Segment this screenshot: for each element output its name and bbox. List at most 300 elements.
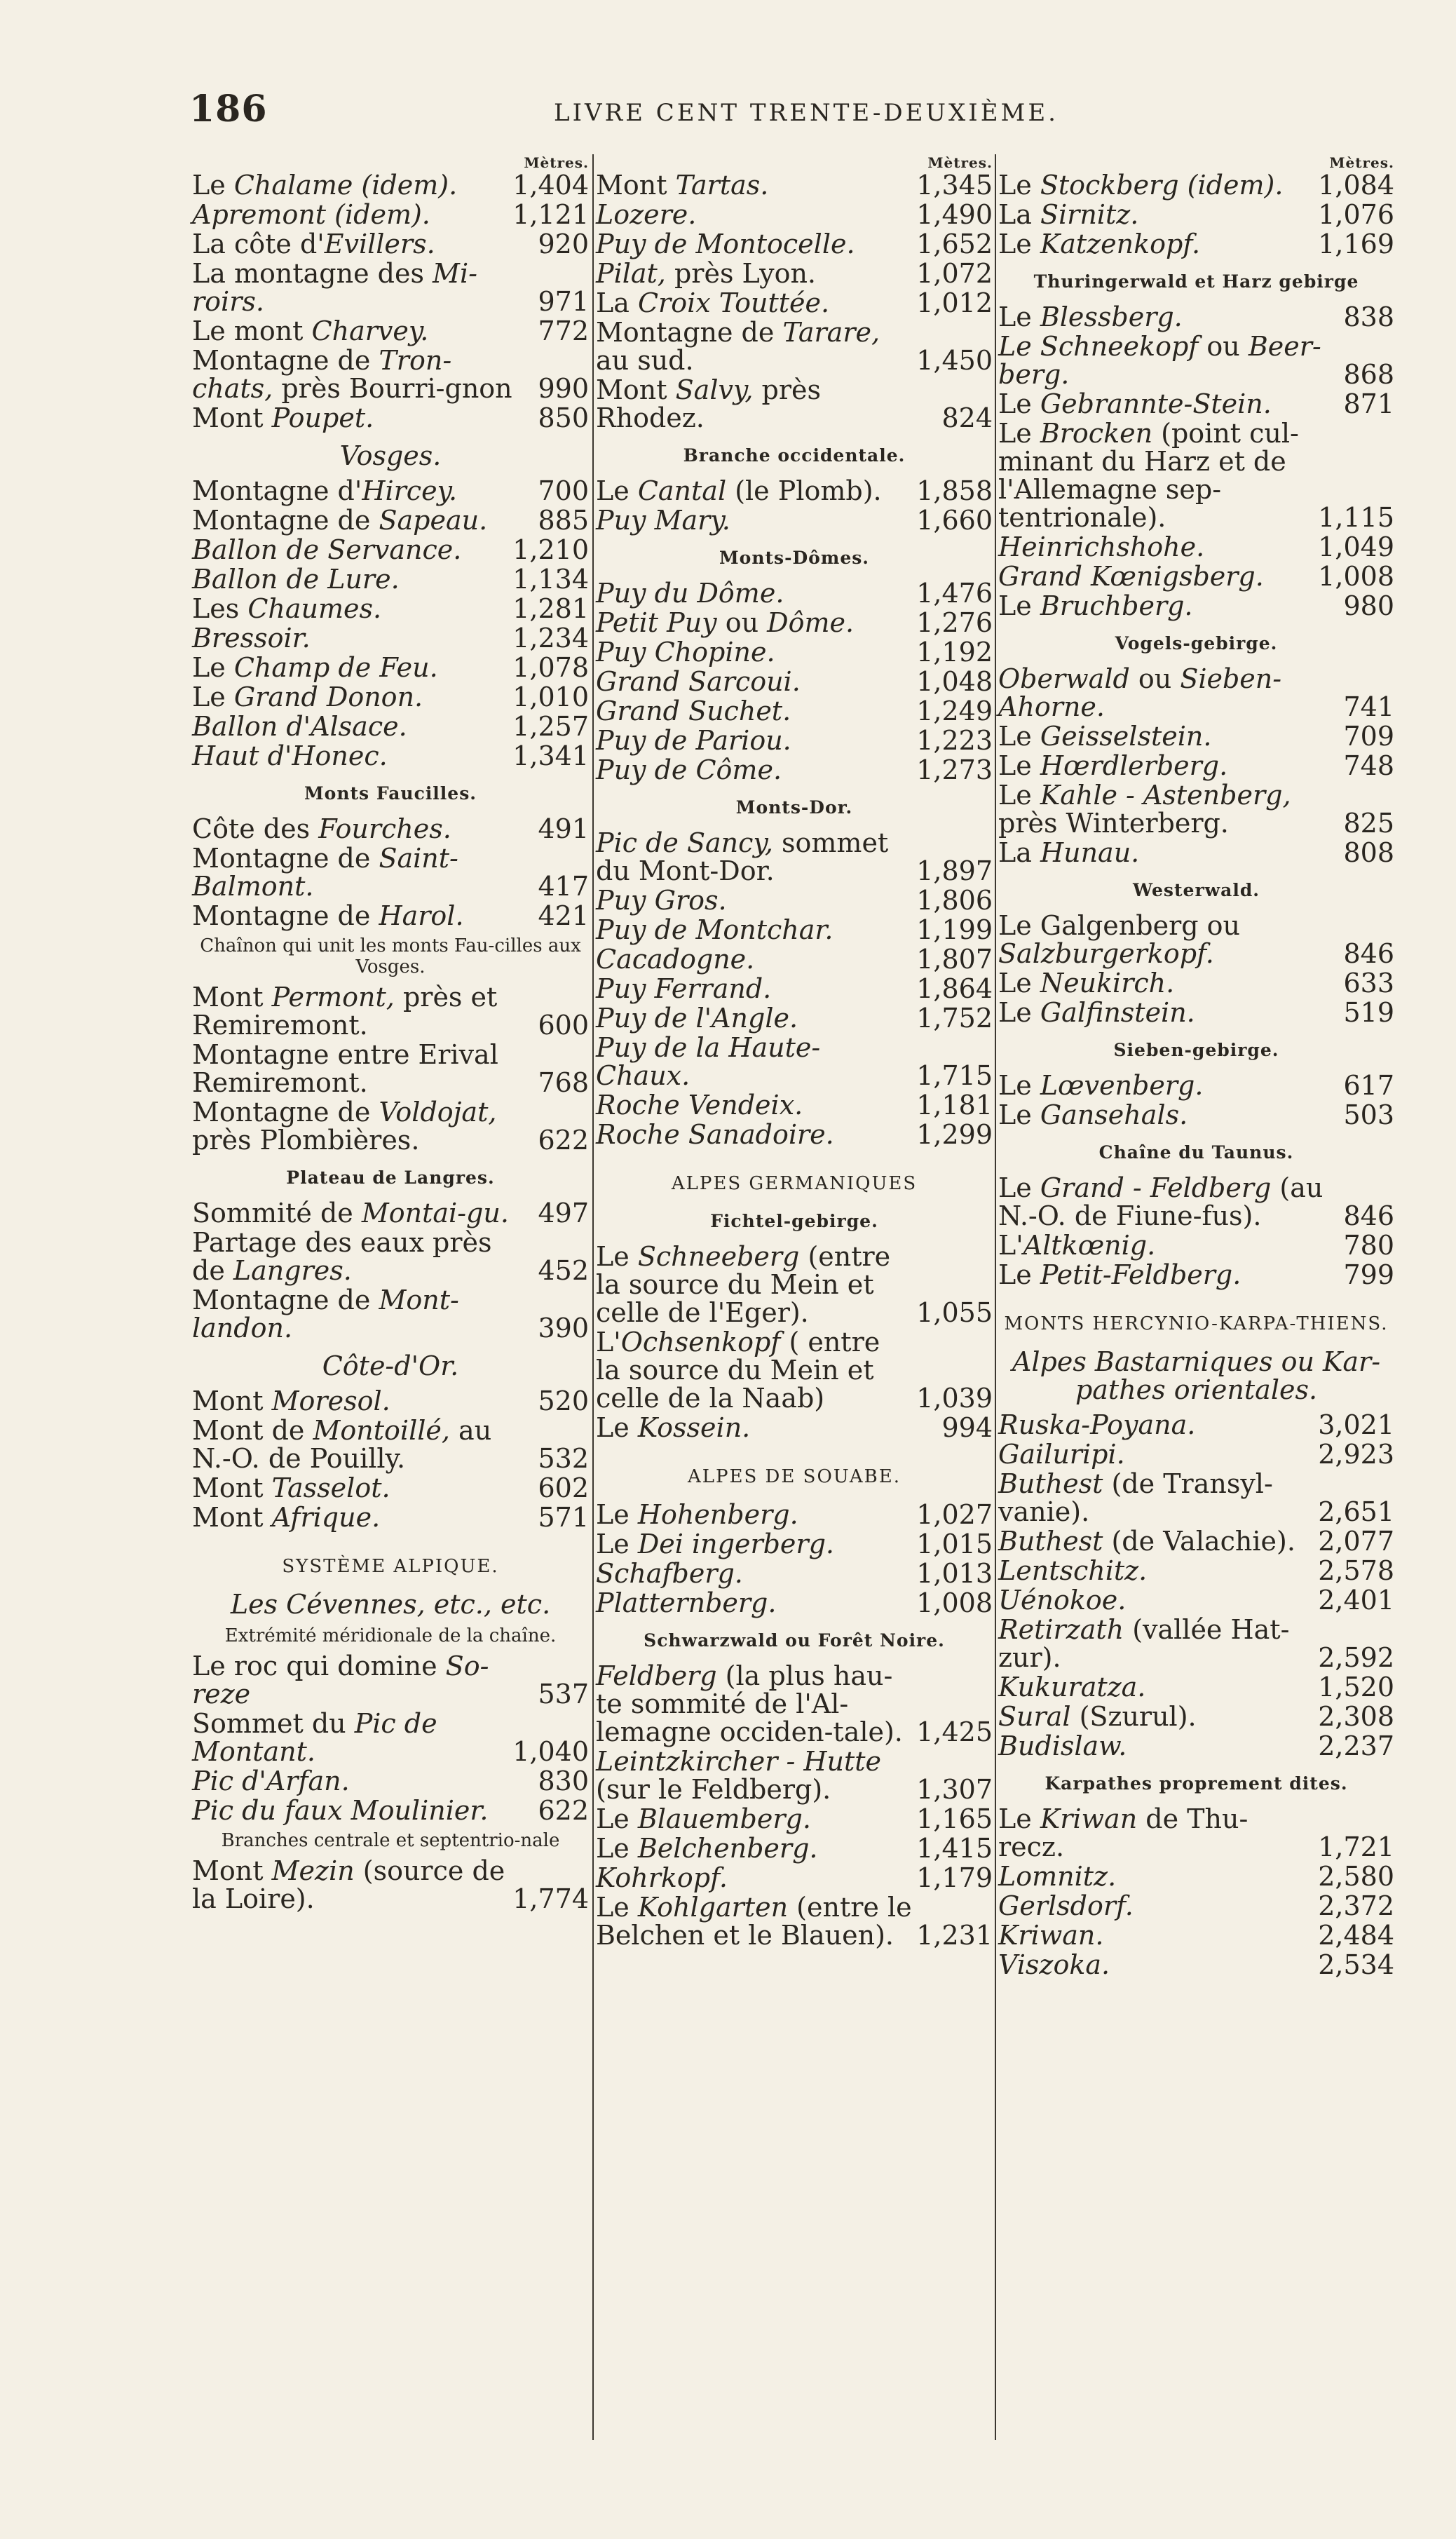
table-row xyxy=(596,318,993,374)
name-prefix: Le xyxy=(998,1099,1040,1130)
table-row xyxy=(998,171,1394,199)
name-prefix: La montagne des xyxy=(192,258,433,289)
name-italic: Retirzath xyxy=(998,1614,1124,1645)
height-value: 1,223 xyxy=(916,725,993,756)
mountain-name xyxy=(596,1034,912,1090)
name-prefix: Le xyxy=(998,418,1040,449)
section-subheading: Vogels-gebirge. xyxy=(1115,633,1278,654)
name-italic: Permont, xyxy=(271,982,395,1013)
name-italic: Fourches. xyxy=(318,813,451,844)
table-row xyxy=(596,726,993,754)
name-italic: Leintzkircher - Hutte xyxy=(596,1746,882,1777)
name-italic: Tarare, xyxy=(782,317,880,348)
name-italic: Heinrichshohe. xyxy=(998,532,1205,562)
name-suffix: près Plombières. xyxy=(192,1125,420,1156)
height-value: 1,027 xyxy=(916,1499,993,1530)
mountain-name xyxy=(998,1470,1314,1526)
name-italic: Tron-chats, xyxy=(192,345,452,404)
name-prefix: Le xyxy=(596,475,638,506)
height-value: 503 xyxy=(1343,1099,1394,1130)
table-row xyxy=(596,1747,993,1803)
table-row xyxy=(596,1864,993,1892)
mountain-name xyxy=(998,665,1324,721)
name-italic: Salvy, xyxy=(675,374,754,405)
name-italic: Galfinstein. xyxy=(1040,997,1195,1028)
height-value: 1,181 xyxy=(916,1090,993,1120)
table-row xyxy=(596,886,993,914)
mountain-name xyxy=(596,1328,912,1412)
table-row xyxy=(596,697,993,725)
name-italic: Langres. xyxy=(233,1255,352,1286)
height-value: 1,010 xyxy=(512,682,589,712)
name-italic: Mont-landon. xyxy=(192,1285,459,1343)
table-row xyxy=(998,781,1394,837)
height-value: 830 xyxy=(538,1766,589,1796)
name-suffix: près Bourri-gnon xyxy=(273,373,512,404)
mountain-name xyxy=(596,1120,912,1149)
table-row xyxy=(998,1862,1394,1890)
name-italic: Feldberg xyxy=(596,1660,717,1691)
name-italic: Kohrkopf. xyxy=(596,1862,728,1893)
section-note: Branches centrale et septentrio-nale xyxy=(221,1830,560,1851)
name-italic: Croix Touttée. xyxy=(637,287,830,318)
mountain-name xyxy=(998,171,1314,199)
name-prefix: Le xyxy=(998,1070,1040,1101)
name-prefix: Le xyxy=(998,229,1040,259)
name-italic: Roche Sanadoire. xyxy=(596,1119,834,1150)
section-subheading: Fichtel-gebirge. xyxy=(710,1211,878,1231)
height-value: 537 xyxy=(538,1679,589,1709)
table-row xyxy=(998,1732,1394,1760)
table-row xyxy=(596,975,993,1003)
mountain-name xyxy=(596,201,912,229)
mountain-name xyxy=(596,1834,912,1862)
mountain-name xyxy=(192,1228,518,1285)
table-row xyxy=(596,916,993,944)
name-italic: Puy Mary. xyxy=(596,505,730,536)
mountain-name xyxy=(192,742,508,770)
name-italic: Lentschitz. xyxy=(998,1555,1148,1586)
height-value: 1,192 xyxy=(916,637,993,668)
table-row xyxy=(192,230,589,258)
height-value: 1,012 xyxy=(916,287,993,318)
name-italic: Petit Puy xyxy=(596,607,717,638)
name-prefix: Montagne de xyxy=(192,843,379,874)
name-italic: Buthest xyxy=(998,1526,1103,1557)
name-suffix: près et Remiremont. xyxy=(192,982,498,1041)
page-number: 186 xyxy=(189,88,268,130)
table-row xyxy=(998,1557,1394,1585)
height-value: 1,276 xyxy=(916,607,993,638)
name-prefix: Mont xyxy=(192,402,272,433)
name-italic: Hohenberg. xyxy=(637,1499,798,1530)
height-value: 2,578 xyxy=(1318,1555,1394,1586)
section-note: Chaînon qui unit les monts Fau-cilles aux Vosges. xyxy=(200,935,581,977)
name-italic: Stockberg (idem). xyxy=(1040,170,1284,201)
mountain-name xyxy=(998,592,1324,620)
name-prefix: Le xyxy=(998,1172,1040,1203)
name-prefix: Le xyxy=(998,721,1040,752)
table-row xyxy=(192,1199,589,1227)
name-suffix: (Szurul). xyxy=(1070,1701,1197,1732)
height-value: 390 xyxy=(538,1313,589,1343)
table-row xyxy=(998,1673,1394,1701)
height-value: 990 xyxy=(538,373,589,404)
height-value: 920 xyxy=(538,229,589,259)
mountain-name xyxy=(596,829,912,885)
height-value: 772 xyxy=(538,316,589,346)
table-row xyxy=(192,259,589,316)
height-value: 1,307 xyxy=(916,1774,993,1805)
name-italic: Grand Kœnigsberg. xyxy=(998,561,1264,592)
height-value: 633 xyxy=(1343,968,1394,998)
name-italic: Blessberg. xyxy=(1040,302,1183,332)
name-prefix: Mont de xyxy=(192,1415,313,1446)
height-value: 1,234 xyxy=(512,623,589,654)
table-row xyxy=(998,1411,1394,1439)
section-subheading: Monts-Dor. xyxy=(735,797,853,818)
table-row xyxy=(192,1767,589,1795)
name-italic: Moresol. xyxy=(271,1386,390,1416)
name-prefix: Montagne de xyxy=(596,317,783,348)
name-italic: Hœrdlerberg. xyxy=(1040,750,1228,781)
table-row xyxy=(596,1501,993,1529)
name-italic: Platternberg. xyxy=(596,1587,777,1618)
mountain-name xyxy=(192,1652,518,1708)
mountain-name xyxy=(596,1414,922,1442)
name-italic: Mi-roirs. xyxy=(192,258,477,317)
mountain-name xyxy=(192,1767,518,1795)
height-value: 1,281 xyxy=(512,593,589,624)
name-prefix: Le xyxy=(192,170,234,201)
section-heading: ALPES GERMANIQUES xyxy=(671,1173,918,1194)
name-italic: Brocken xyxy=(1040,418,1153,449)
name-italic: Pic de Montant. xyxy=(192,1708,437,1767)
mountain-name xyxy=(192,404,518,432)
section-subheading: Alpes Bastarniques ou Kar-pathes orientales. xyxy=(1012,1346,1381,1405)
name-prefix: Le xyxy=(596,1529,638,1559)
name-prefix: Côte des xyxy=(192,813,319,844)
table-row xyxy=(192,201,589,229)
name-prefix: Le xyxy=(998,968,1040,998)
name-italic: Pic d'Arfan. xyxy=(192,1766,350,1796)
mountain-name xyxy=(596,579,912,607)
height-value: 971 xyxy=(538,286,589,317)
table-row xyxy=(192,1709,589,1766)
name-suffix: (le Plomb). xyxy=(726,475,882,506)
table-row xyxy=(596,1120,993,1149)
table-row xyxy=(192,683,589,711)
name-italic: Grand - Feldberg xyxy=(1040,1172,1272,1203)
name-prefix: Mont xyxy=(596,374,676,405)
height-value: 1,774 xyxy=(512,1883,589,1914)
height-value: 741 xyxy=(1343,691,1394,722)
table-row xyxy=(998,1470,1394,1526)
table-row xyxy=(192,317,589,345)
name-italic: Chaumes. xyxy=(247,593,382,624)
mountain-name xyxy=(998,332,1324,388)
table-row xyxy=(998,419,1394,532)
table-row xyxy=(192,1416,589,1472)
height-value: 1,806 xyxy=(916,885,993,916)
mountain-name xyxy=(192,506,518,534)
section-subheading: Vosges. xyxy=(339,440,442,471)
name-prefix: Le Galgenberg ou xyxy=(998,910,1240,941)
table-row xyxy=(596,1414,993,1442)
table-row xyxy=(192,565,589,593)
height-value: 1,121 xyxy=(512,199,589,230)
height-value: 1,807 xyxy=(916,944,993,975)
mountain-name xyxy=(192,1387,518,1415)
name-suffix: ou xyxy=(1198,331,1249,362)
table-row xyxy=(192,844,589,900)
height-value: 491 xyxy=(538,813,589,844)
height-value: 1,210 xyxy=(512,534,589,565)
mountain-name xyxy=(192,1199,518,1227)
mountain-name xyxy=(596,1530,912,1558)
table-row xyxy=(596,756,993,784)
name-prefix: Le xyxy=(998,302,1040,332)
height-value: 1,273 xyxy=(916,754,993,785)
mountain-name xyxy=(998,969,1324,997)
name-italic: Gebrannte-Stein. xyxy=(1040,388,1272,419)
section-note: Extrémité méridionale de la chaîne. xyxy=(224,1625,557,1646)
height-value: 850 xyxy=(538,402,589,433)
table-row xyxy=(998,722,1394,750)
table-row xyxy=(998,752,1394,780)
mountain-name xyxy=(192,815,518,843)
height-value: 1,049 xyxy=(1318,532,1394,562)
name-italic: Lœvenberg. xyxy=(1040,1070,1204,1101)
name-italic: Sural xyxy=(998,1701,1071,1732)
mountain-name xyxy=(998,1951,1314,1979)
mountain-name xyxy=(192,1796,518,1824)
column-2 xyxy=(596,154,993,2511)
name-italic: So-reze xyxy=(192,1651,489,1709)
section-subheading: Sieben-gebirge. xyxy=(1113,1040,1279,1060)
table-row xyxy=(192,654,589,682)
mountain-name xyxy=(998,1616,1314,1672)
table-row xyxy=(192,536,589,564)
name-suffix: (entre la source du Mein et celle de l'Eger). xyxy=(596,1241,891,1328)
name-italic: Sapeau. xyxy=(379,505,488,536)
section-subheading: Westerwald. xyxy=(1132,880,1260,900)
name-italic: Belchenberg. xyxy=(637,1833,818,1864)
height-value: 1,048 xyxy=(916,666,993,697)
height-value: 421 xyxy=(538,900,589,931)
height-value: 532 xyxy=(538,1443,589,1474)
name-italic: Montai-gu. xyxy=(361,1198,509,1228)
name-suffix: sommet du Mont-Dor. xyxy=(596,827,889,886)
name-prefix: Le xyxy=(596,1241,638,1272)
mountain-name xyxy=(192,654,508,682)
mountain-name xyxy=(998,1071,1324,1099)
table-row xyxy=(998,1951,1394,1979)
table-row xyxy=(998,303,1394,331)
height-value: 994 xyxy=(941,1412,993,1443)
table-row xyxy=(192,1387,589,1415)
name-italic: Sieben-Ahorne. xyxy=(998,663,1282,722)
mountain-name xyxy=(596,638,912,666)
name-italic: Puy de la Haute-Chaux. xyxy=(596,1032,821,1091)
name-italic: Lomnitz. xyxy=(998,1861,1117,1892)
mountain-name xyxy=(998,1702,1314,1731)
table-row xyxy=(596,1530,993,1558)
mountain-name xyxy=(998,1440,1314,1468)
mountain-name xyxy=(192,844,518,900)
height-value: 1,752 xyxy=(916,1003,993,1034)
height-value: 1,076 xyxy=(1318,199,1394,230)
name-suffix: près Winterberg. xyxy=(998,808,1229,839)
mountain-name xyxy=(192,624,508,652)
height-value: 1,179 xyxy=(916,1862,993,1893)
name-italic: Pilat, xyxy=(596,258,666,289)
name-prefix: Le xyxy=(998,1259,1040,1290)
name-italic: Bruchberg. xyxy=(1040,590,1193,621)
table-row xyxy=(192,1474,589,1502)
height-value: 1,476 xyxy=(916,578,993,609)
table-row xyxy=(192,902,589,930)
table-row xyxy=(998,998,1394,1027)
table-row xyxy=(596,668,993,696)
name-prefix: La xyxy=(596,287,638,318)
table-row xyxy=(192,742,589,770)
table-row xyxy=(596,506,993,534)
name-italic: Altkœnig. xyxy=(1023,1230,1156,1261)
mountain-name xyxy=(998,201,1314,229)
table-row xyxy=(998,201,1394,229)
mountain-name xyxy=(998,1527,1314,1555)
mountain-name xyxy=(596,289,912,317)
table-row xyxy=(192,506,589,534)
height-value: 846 xyxy=(1343,1200,1394,1231)
mountain-name xyxy=(998,1673,1314,1701)
table-row xyxy=(596,1805,993,1833)
mountain-name xyxy=(998,533,1314,561)
name-suffix: ou xyxy=(1129,663,1181,694)
name-italic: Ballon de Lure. xyxy=(192,564,400,595)
name-italic: Neukirch. xyxy=(1040,968,1175,998)
height-value: 1,652 xyxy=(916,229,993,259)
mountain-name xyxy=(596,171,912,199)
name-italic: Grand Suchet. xyxy=(596,696,791,726)
mountain-name xyxy=(998,1261,1324,1289)
mountain-name xyxy=(998,1411,1314,1439)
height-value: 1,072 xyxy=(916,258,993,289)
name-italic: Gansehals. xyxy=(1040,1099,1188,1130)
mountain-name xyxy=(192,201,508,229)
mountain-name xyxy=(192,595,508,623)
name-prefix: Le xyxy=(998,1803,1040,1834)
mountain-name xyxy=(596,230,912,258)
height-value: 1,425 xyxy=(916,1717,993,1747)
mountain-name xyxy=(596,668,912,696)
name-italic: Schafberg. xyxy=(596,1558,743,1589)
table-row xyxy=(596,579,993,607)
table-row xyxy=(596,376,993,432)
height-value: 602 xyxy=(538,1472,589,1503)
mountain-name xyxy=(192,1041,518,1097)
height-value: 1,055 xyxy=(916,1297,993,1328)
height-value: 1,134 xyxy=(512,564,589,595)
name-prefix: Montagne de xyxy=(192,1285,379,1315)
table-row xyxy=(998,1527,1394,1555)
table-row xyxy=(596,1662,993,1746)
height-value: 1,858 xyxy=(916,475,993,506)
name-prefix: Le xyxy=(998,590,1040,621)
mountain-name xyxy=(192,259,518,316)
name-italic: Salzburgerkopf. xyxy=(998,938,1214,969)
name-prefix: Montagne entre Erival Remiremont. xyxy=(192,1039,498,1098)
table-row xyxy=(998,332,1394,388)
name-prefix: Le xyxy=(596,1803,638,1834)
height-value: 520 xyxy=(538,1386,589,1416)
height-value: 824 xyxy=(941,402,993,433)
name-italic: Katzenkopf. xyxy=(1040,229,1201,259)
name-prefix: Le roc qui domine xyxy=(192,1651,446,1681)
name-italic: Kriwan xyxy=(1040,1803,1138,1834)
name-italic: Poupet. xyxy=(271,402,374,433)
column-rule xyxy=(592,154,594,2440)
name-italic: Kahle - Astenberg, xyxy=(1040,780,1291,811)
mountain-name xyxy=(998,1231,1324,1259)
name-suffix: au N.-O. de Pouilly. xyxy=(192,1415,492,1474)
mountain-name xyxy=(998,1557,1314,1585)
column-1 xyxy=(192,154,589,2511)
table-row xyxy=(596,289,993,317)
table-row xyxy=(998,1586,1394,1614)
mountain-name xyxy=(192,1474,518,1502)
height-value: 1,008 xyxy=(1318,561,1394,592)
mountain-name xyxy=(596,1747,912,1803)
mountain-name xyxy=(192,1503,518,1531)
table-row xyxy=(998,969,1394,997)
name-italic: Budislaw. xyxy=(998,1731,1127,1761)
table-row xyxy=(192,346,589,402)
name-prefix: Mont xyxy=(192,1855,272,1886)
name-italic: Ballon d'Alsace. xyxy=(192,711,407,742)
height-value: 1,864 xyxy=(916,973,993,1004)
mountain-name xyxy=(998,1892,1314,1920)
table-row xyxy=(998,1261,1394,1289)
table-row xyxy=(192,404,589,432)
name-italic: Kossein. xyxy=(637,1412,751,1443)
name-italic: Beer-berg. xyxy=(998,331,1321,390)
height-value: 871 xyxy=(1343,388,1394,419)
name-italic: Tasselot. xyxy=(271,1472,390,1503)
table-row xyxy=(192,983,589,1039)
name-italic: Le Schneekopf xyxy=(998,331,1199,362)
name-italic: Saint-Balmont. xyxy=(192,843,458,902)
table-row xyxy=(192,1503,589,1531)
name-italic: Mezin xyxy=(271,1855,355,1886)
height-value: 2,308 xyxy=(1318,1701,1394,1732)
table-row xyxy=(596,230,993,258)
table-row xyxy=(596,945,993,973)
mountain-name xyxy=(596,726,912,754)
mountain-name xyxy=(596,1589,912,1617)
name-italic: Gerlsdorf. xyxy=(998,1890,1134,1921)
name-italic: Roche Vendeix. xyxy=(596,1090,803,1120)
height-value: 700 xyxy=(538,475,589,506)
mountain-name xyxy=(596,1662,912,1746)
section-heading: ALPES DE SOUABE. xyxy=(687,1466,902,1487)
table-row xyxy=(596,638,993,666)
name-prefix: La xyxy=(998,199,1040,230)
height-value: 1,115 xyxy=(1318,502,1394,533)
table-row xyxy=(596,1004,993,1032)
name-italic: Kriwan. xyxy=(998,1920,1104,1951)
